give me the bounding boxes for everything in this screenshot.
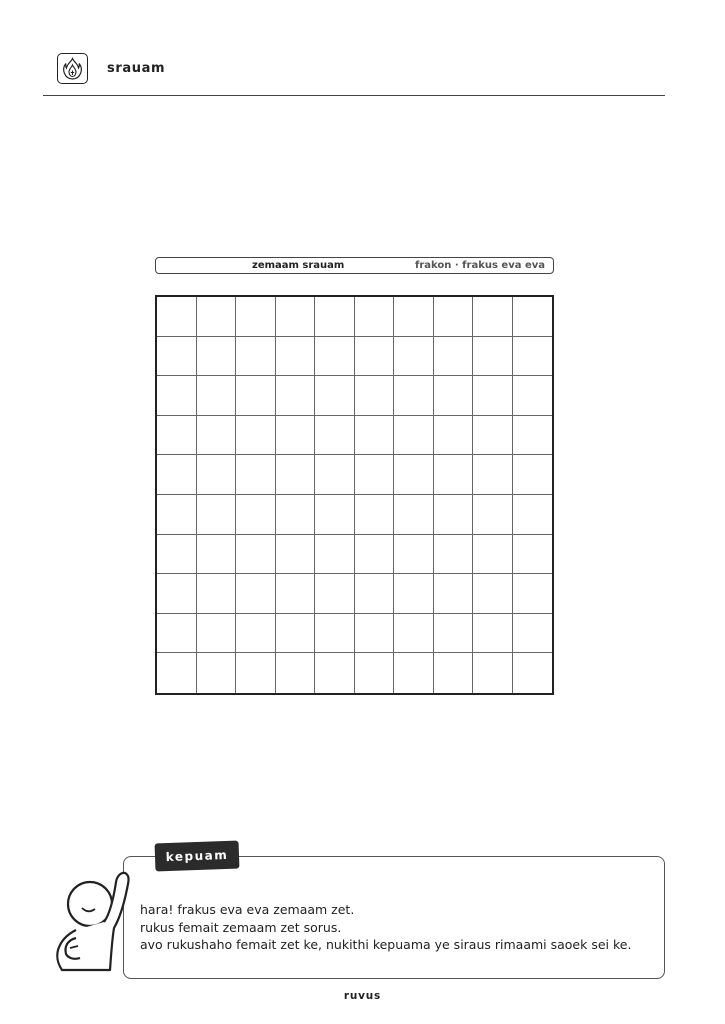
grid-cell (157, 297, 197, 337)
grid-cell (197, 455, 237, 495)
grid-cell (315, 376, 355, 416)
grid-cell (473, 416, 513, 456)
grid-cell (197, 495, 237, 535)
grid-cell (157, 495, 197, 535)
grid-cell (355, 495, 395, 535)
grid-cell (434, 574, 474, 614)
grid-cell (355, 614, 395, 654)
grid-cell (394, 337, 434, 377)
header-title: srauam (107, 61, 166, 76)
grid-cell (394, 653, 434, 693)
grid-cell (394, 495, 434, 535)
grid-cell (473, 495, 513, 535)
grid-cell (513, 614, 553, 654)
grid-cell (197, 653, 237, 693)
grid-cell (355, 297, 395, 337)
grid-cell (473, 574, 513, 614)
grid-cell (355, 337, 395, 377)
flame-icon (62, 57, 83, 80)
footer-text: ruvus (343, 990, 382, 1002)
grid-cell (236, 653, 276, 693)
grid-cell (513, 653, 553, 693)
grid-cell (276, 614, 316, 654)
tip-line: hara! frakus eva eva zemaam zet. (140, 902, 355, 917)
grid-cell (513, 297, 553, 337)
grid-cell (434, 416, 474, 456)
grid-cell (434, 535, 474, 575)
grid-cell (513, 376, 553, 416)
grid-cell (513, 416, 553, 456)
grid-cell (276, 337, 316, 377)
grid-cell (315, 535, 355, 575)
grid-cell (236, 495, 276, 535)
tip-text (140, 901, 631, 954)
grid-cell (236, 535, 276, 575)
grid-cell (276, 574, 316, 614)
grid-cell (197, 337, 237, 377)
grid-cell (355, 455, 395, 495)
worksheet-title-bar (155, 257, 554, 274)
worksheet-subtitle: frakon · frakus eva eva (415, 260, 545, 271)
grid-cell (434, 337, 474, 377)
grid-cell (197, 535, 237, 575)
grid-cell (355, 653, 395, 693)
grid-cell (157, 376, 197, 416)
grid-cell (473, 535, 513, 575)
grid-cell (355, 376, 395, 416)
grid-cell (157, 653, 197, 693)
grid-cell (355, 535, 395, 575)
grid-cell (315, 416, 355, 456)
grid-cell (434, 653, 474, 693)
grid-cell (315, 614, 355, 654)
grid-cell (157, 614, 197, 654)
grid-cell (513, 495, 553, 535)
grid-cell (197, 376, 237, 416)
grid-cell (315, 653, 355, 693)
grid-cell (394, 455, 434, 495)
grid-cell (197, 614, 237, 654)
grid-cell (355, 574, 395, 614)
grid-cell (394, 535, 434, 575)
grid-cell (236, 614, 276, 654)
grid-cell (394, 614, 434, 654)
header-logo (57, 53, 88, 84)
grid-cell (276, 455, 316, 495)
grid-cell (473, 614, 513, 654)
grid-cell (276, 376, 316, 416)
grid-cell (513, 574, 553, 614)
tip-tag: kepuam (155, 841, 240, 872)
grid-cell (473, 297, 513, 337)
worksheet-title: zemaam srauam (252, 260, 345, 271)
grid-cell (236, 337, 276, 377)
writing-grid (155, 295, 554, 695)
grid-cell (513, 535, 553, 575)
grid-cell (315, 297, 355, 337)
grid-cell (157, 574, 197, 614)
grid-cell (157, 455, 197, 495)
grid-cell (513, 455, 553, 495)
grid-cell (236, 455, 276, 495)
grid-cell (276, 535, 316, 575)
grid-cell (157, 535, 197, 575)
grid-cell (355, 416, 395, 456)
grid-cell (473, 337, 513, 377)
grid-cell (394, 297, 434, 337)
grid-cell (513, 337, 553, 377)
grid-cell (236, 297, 276, 337)
grid-cell (394, 574, 434, 614)
grid-cell (473, 653, 513, 693)
grid-cell (315, 337, 355, 377)
grid-cell (394, 376, 434, 416)
grid-cell (157, 337, 197, 377)
grid-cell (434, 495, 474, 535)
grid-cell (236, 574, 276, 614)
grid-cell (276, 297, 316, 337)
grid-cell (276, 495, 316, 535)
grid-cell (276, 653, 316, 693)
tip-line: rukus femait zemaam zet sorus. (140, 919, 342, 935)
grid-cell (276, 416, 316, 456)
grid-cell (236, 376, 276, 416)
grid-cell (473, 455, 513, 495)
grid-cell (473, 376, 513, 416)
grid-cell (434, 455, 474, 495)
header-divider (43, 95, 665, 96)
grid-cell (434, 614, 474, 654)
grid-cell (197, 416, 237, 456)
grid-cell (315, 455, 355, 495)
grid-cell (434, 376, 474, 416)
grid-cell (315, 574, 355, 614)
grid-cell (236, 416, 276, 456)
grid-cell (197, 574, 237, 614)
waving-person-icon (48, 866, 134, 976)
grid-cell (434, 297, 474, 337)
grid-cell (315, 495, 355, 535)
grid-cell (157, 416, 197, 456)
tip-line: avo rukushaho femait zet ke, nukithi kepuama ye siraus rimaami saoek sei ke. (140, 937, 632, 952)
grid-cell (197, 297, 237, 337)
grid-cell (394, 416, 434, 456)
